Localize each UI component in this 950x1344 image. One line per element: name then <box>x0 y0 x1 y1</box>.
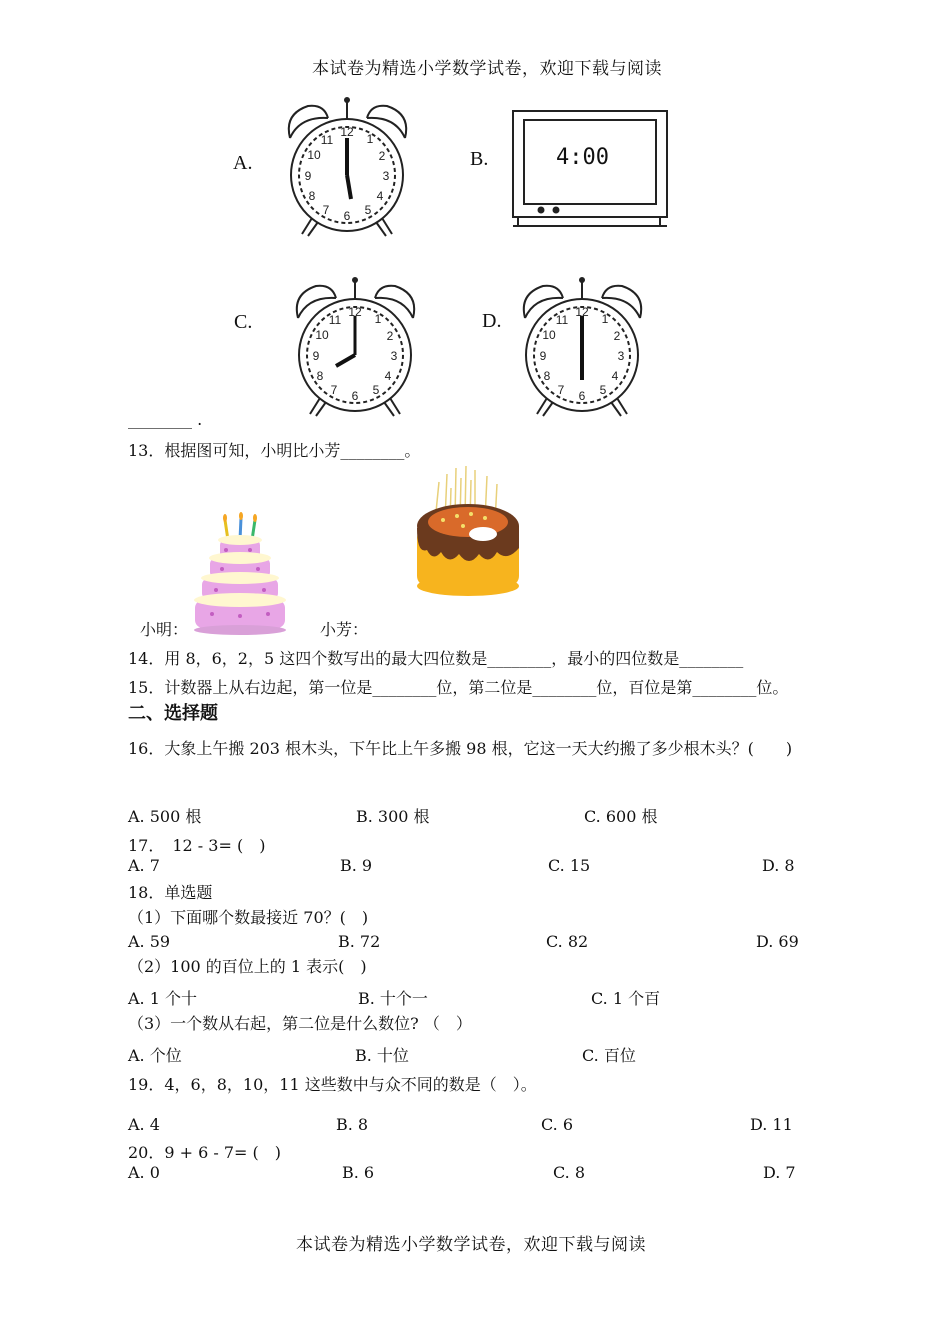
svg-text:11: 11 <box>328 313 342 327</box>
pink-cake-icon <box>192 514 288 636</box>
alarm-clock-d-icon <box>515 276 650 421</box>
svg-text:6: 6 <box>343 209 351 223</box>
page-footer: 本试卷为精选小学数学试卷，欢迎下载与阅读 <box>296 1235 646 1255</box>
question-18: 18．单选题 <box>128 883 213 902</box>
svg-text:3: 3 <box>390 349 398 363</box>
q19-option-b[interactable]: B. 8 <box>336 1115 369 1134</box>
question-19: 19．4，6，8，10，11 这些数中与众不同的数是（ ）。 <box>128 1075 537 1094</box>
q16-option-c[interactable]: C. 600 根 <box>584 807 658 826</box>
q20-option-d[interactable]: D. 7 <box>763 1163 796 1182</box>
question-15: 15．计数器上从右边起，第一位是________位，第二位是________位，百位是第________位。 <box>128 678 789 697</box>
option-a-label: A. <box>233 152 253 174</box>
svg-text:3: 3 <box>617 349 625 363</box>
option-d-label: D. <box>482 310 502 332</box>
q16-option-b[interactable]: B. 300 根 <box>356 807 430 826</box>
svg-text:4: 4 <box>376 189 384 203</box>
svg-text:9: 9 <box>304 169 312 183</box>
q18-sub-2: （2）100 的百位上的 1 表示( ) <box>128 957 367 976</box>
q18-3-option-b[interactable]: B. 十位 <box>355 1046 409 1065</box>
question-16: 16．大象上午搬 203 根木头，下午比上午多搬 98 根，它这一天大约搬了多少根木头？( ) <box>128 739 793 758</box>
question-17: 17． 12 - 3= ( ) <box>128 836 266 855</box>
question-14: 14．用 8，6，2，5 这四个数写出的最大四位数是________，最小的四位数是________ <box>128 649 744 668</box>
svg-text:5: 5 <box>364 203 372 217</box>
svg-text:6: 6 <box>351 389 359 403</box>
q20-option-b[interactable]: B. 6 <box>342 1163 375 1182</box>
svg-text:11: 11 <box>555 313 569 327</box>
question-13: 13．根据图可知，小明比小芳________。 <box>128 441 421 460</box>
svg-text:10: 10 <box>542 328 556 342</box>
svg-text:11: 11 <box>320 133 334 147</box>
svg-text:2: 2 <box>386 329 394 343</box>
q18-1-option-b[interactable]: B. 72 <box>338 932 381 951</box>
svg-text:3: 3 <box>382 169 390 183</box>
svg-text:10: 10 <box>307 148 321 162</box>
q18-3-option-c[interactable]: C. 百位 <box>582 1046 636 1065</box>
page-header: 本试卷为精选小学数学试卷，欢迎下载与阅读 <box>312 59 662 79</box>
svg-text:6: 6 <box>578 389 586 403</box>
svg-text:2: 2 <box>378 149 386 163</box>
svg-text:7: 7 <box>557 383 565 397</box>
svg-text:1: 1 <box>601 312 609 326</box>
q12-answer-blank: ________ . <box>128 410 203 429</box>
svg-text:8: 8 <box>316 369 324 383</box>
svg-text:8: 8 <box>543 369 551 383</box>
q17-option-c[interactable]: C. 15 <box>548 856 591 875</box>
svg-text:10: 10 <box>315 328 329 342</box>
alarm-clock-c-icon <box>288 276 423 421</box>
question-20: 20．9 + 6 - 7= ( ) <box>128 1143 282 1162</box>
alarm-clock-a-icon <box>280 96 415 241</box>
svg-text:4: 4 <box>384 369 392 383</box>
svg-text:5: 5 <box>372 383 380 397</box>
svg-text:4: 4 <box>611 369 619 383</box>
svg-text:7: 7 <box>322 203 330 217</box>
q18-sub-3: （3）一个数从右起，第二位是什么数位? （ ） <box>128 1014 472 1033</box>
q18-2-option-a[interactable]: A. 1 个十 <box>128 989 197 1008</box>
svg-text:1: 1 <box>366 132 374 146</box>
q19-option-d[interactable]: D. 11 <box>750 1115 793 1134</box>
option-c-label: C. <box>234 311 253 333</box>
q20-option-a[interactable]: A. 0 <box>128 1163 160 1182</box>
digital-time-readout: 4:00 <box>556 145 609 170</box>
q16-option-a[interactable]: A. 500 根 <box>128 807 202 826</box>
section-title: 二、选择题 <box>128 703 218 724</box>
q18-sub-1: （1）下面哪个数最接近 70？( ) <box>128 908 369 927</box>
svg-text:5: 5 <box>599 383 607 397</box>
svg-text:12: 12 <box>340 125 354 139</box>
option-b-label: B. <box>470 148 489 170</box>
svg-text:7: 7 <box>330 383 338 397</box>
xiaoming-label: 小明： <box>140 620 189 639</box>
xiaofang-label: 小芳： <box>320 620 369 639</box>
q19-option-c[interactable]: C. 6 <box>541 1115 574 1134</box>
q19-option-a[interactable]: A. 4 <box>128 1115 160 1134</box>
q18-1-option-c[interactable]: C. 82 <box>546 932 589 951</box>
q18-1-option-a[interactable]: A. 59 <box>128 932 171 951</box>
q18-2-option-b[interactable]: B. 十个一 <box>358 989 428 1008</box>
q18-3-option-a[interactable]: A. 个位 <box>128 1046 182 1065</box>
svg-text:9: 9 <box>312 349 320 363</box>
svg-text:8: 8 <box>308 189 316 203</box>
q17-option-d[interactable]: D. 8 <box>762 856 795 875</box>
svg-text:9: 9 <box>539 349 547 363</box>
q17-option-a[interactable]: A. 7 <box>128 856 160 875</box>
q17-option-b[interactable]: B. 9 <box>340 856 373 875</box>
digital-clock-b-icon <box>510 108 674 233</box>
svg-text:2: 2 <box>613 329 621 343</box>
svg-text:1: 1 <box>374 312 382 326</box>
q20-option-c[interactable]: C. 8 <box>553 1163 586 1182</box>
q18-2-option-c[interactable]: C. 1 个百 <box>591 989 661 1008</box>
chocolate-cake-icon <box>413 462 523 600</box>
svg-text:12: 12 <box>348 305 362 319</box>
svg-text:12: 12 <box>575 305 589 319</box>
q18-1-option-d[interactable]: D. 69 <box>756 932 799 951</box>
